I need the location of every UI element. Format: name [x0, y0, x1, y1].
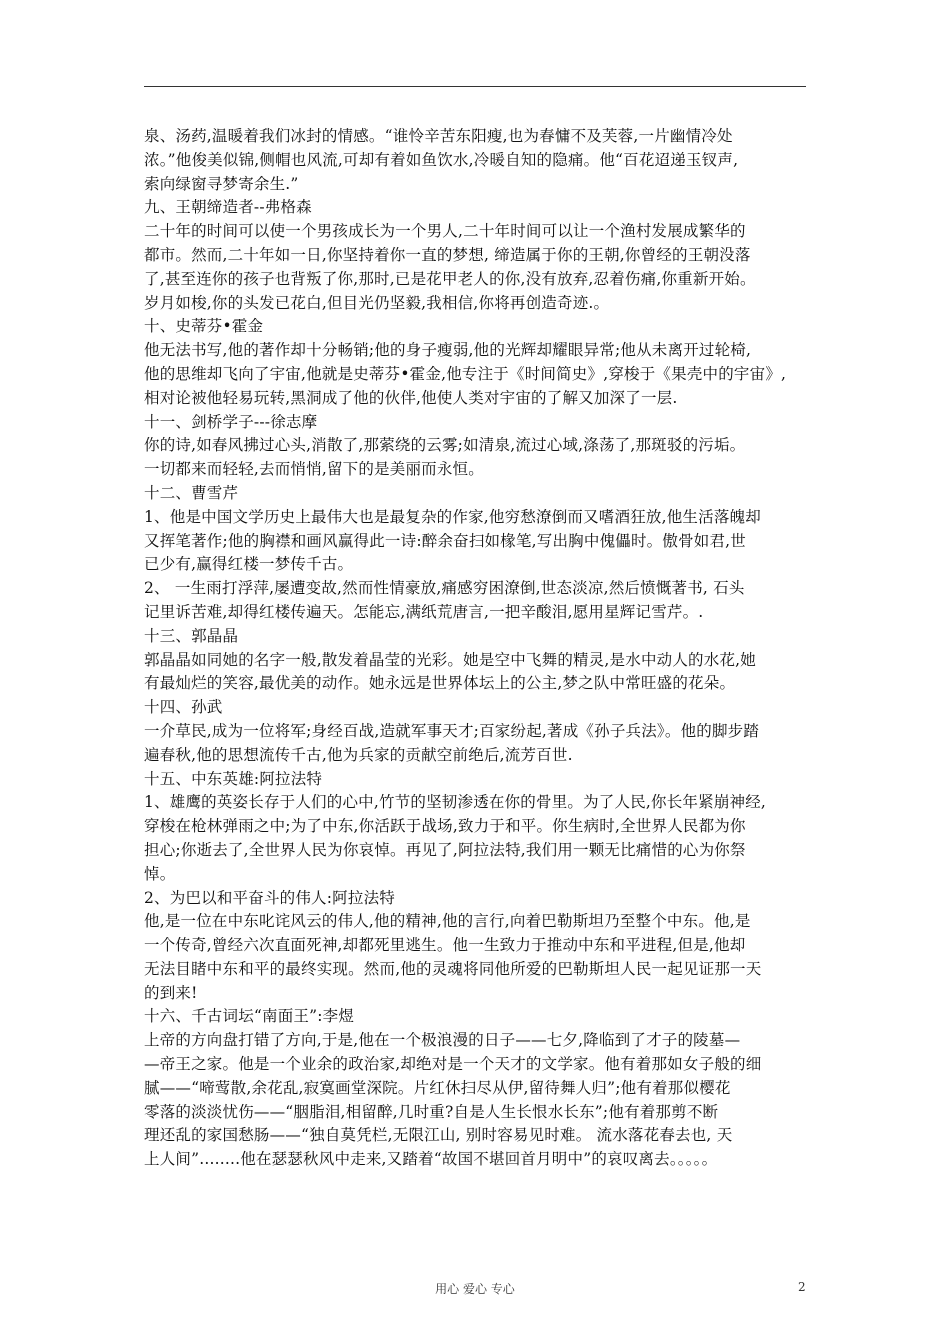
text-line: 已少有,赢得红楼一梦传千古。	[144, 555, 354, 574]
footer-motto: 用心 爱心 专心	[435, 1282, 515, 1296]
text-line: 一个传奇,曾经六次直面死神,却都死里逃生。他一生致力于推动中东和平进程,但是,他却	[144, 936, 746, 955]
text-line: 他无法书写,他的著作却十分畅销;他的身子瘦弱,他的光辉却耀眼异常;他从未离开过轮椅,	[144, 341, 752, 360]
text-line: 十五、中东英雄:阿拉法特	[144, 769, 323, 788]
text-line: 郭晶晶如同她的名字一般,散发着晶莹的光彩。她是空中飞舞的精灵,是水中动人的水花,她	[144, 650, 756, 669]
text-line: 又挥笔著作;他的胸襟和画风赢得此一诗:醉余奋扫如椽笔,写出胸中傀儡时。傲骨如君,世	[144, 531, 747, 550]
text-line: 担心;你逝去了,全世界人民为你哀悼。再见了,阿拉法特,我们用一颗无比痛惜的心为你祭	[144, 840, 746, 859]
text-line: 1、雄鹰的英姿长存于人们的心中,竹节的坚韧渗透在你的骨里。为了人民,你长年紧崩神经,	[144, 793, 767, 812]
text-line: 九、王朝缔造者--弗格森	[144, 198, 312, 217]
document-body	[144, 125, 809, 1172]
text-line: 2、为巴以和平奋斗的伟人:阿拉法特	[144, 888, 395, 907]
text-line: 上人间”........他在瑟瑟秋风中走来,又踏着“故国不堪回首月明中”的哀叹离去。。。。。	[144, 1150, 718, 1169]
text-line: 的到来!	[144, 983, 198, 1002]
text-line: 穿梭在枪林弹雨之中;为了中东,你活跃于战场,致力于和平。你生病时,全世界人民都为你	[144, 817, 746, 836]
text-line: 浓。”他俊美似锦,侧帽也风流,可却有着如鱼饮水,冷暖自知的隐痛。他“百花迢递玉钗声,	[144, 150, 739, 169]
text-line: 泉、汤药,温暖着我们冰封的情感。“谁怜辛苦东阳瘦,也为春慵不及芙蓉,一片幽情冷处	[144, 127, 733, 145]
text-line: 十三、郭晶晶	[144, 626, 239, 645]
text-line: 了,甚至连你的孩子也背叛了你,那时,已是花甲老人的你,没有放弃,忍着伤痛,你重新开始。	[144, 269, 756, 288]
text-line: 十二、曹雪芹	[144, 483, 239, 502]
text-line: 二十年的时间可以使一个男孩成长为一个男人,二十年时间可以让一个渔村发展成繁华的	[144, 222, 746, 241]
text-line: 2、 一生雨打浮萍,屡遭变故,然而性情豪放,痛感穷困潦倒,世态淡凉,然后愤慨著书, 石头	[144, 579, 745, 598]
page-number: 2	[798, 1280, 806, 1294]
text-line: 上帝的方向盘打错了方向,于是,他在一个极浪漫的日子——七夕,降临到了才子的陵墓—	[144, 1031, 741, 1050]
text-line: 零落的淡淡忧伤——“胭脂泪,相留醉,几时重?自是人生长恨水长东”;他有着那剪不断	[144, 1102, 719, 1121]
text-line: 索向绿窗寻梦寄余生.”	[144, 174, 299, 193]
text-line: 有最灿烂的笑容,最优美的动作。她永远是世界体坛上的公主,梦之队中常旺盛的花朵。	[144, 674, 736, 693]
text-line: 理还乱的家国愁肠——“独自莫凭栏,无限江山, 别时容易见时难。 流水落花春去也, 天	[144, 1126, 733, 1145]
page-footer	[0, 1280, 950, 1300]
text-line: 记里诉苦难,却得红楼传遍天。怎能忘,满纸荒唐言,一把辛酸泪,愿用星辉记雪芹。.	[144, 602, 704, 621]
text-line: 岁月如梭,你的头发已花白,但目光仍坚毅,我相信,你将再创造奇迹.。	[144, 293, 610, 312]
text-line: 遍春秋,他的思想流传千古,他为兵家的贡献空前绝后,流芳百世.	[144, 745, 573, 764]
text-line: 都市。然而,二十年如一日,你坚持着你一直的梦想, 缔造属于你的王朝,你曾经的王朝没落	[144, 245, 751, 264]
header-rule	[144, 86, 806, 87]
text-line: 十四、孙武	[144, 698, 223, 717]
text-line: 无法目睹中东和平的最终实现。然而,他的灵魂将同他所爱的巴勒斯坦人民一起见证那一天	[144, 959, 762, 978]
text-line: 十六、千古词坛“南面王”:李煜	[144, 1007, 355, 1026]
text-line: 他,是一位在中东叱诧风云的伟人,他的精神,他的言行,向着巴勒斯坦乃至整个中东。他,是	[144, 912, 751, 931]
text-line: 十一、剑桥学子---徐志摩	[144, 412, 318, 431]
text-line: 你的诗,如春风拂过心头,消散了,那萦绕的云雾;如清泉,流过心域,涤荡了,那斑驳的污垢。	[144, 436, 746, 455]
text-line: 腻——“啼莺散,余花乱,寂寞画堂深院。片红休扫尽从伊,留待舞人归”;他有着那似樱花	[144, 1078, 731, 1097]
text-line: —帝王之家。他是一个业余的政治家,却绝对是一个天才的文学家。他有着那如女子般的细	[144, 1055, 762, 1074]
text-line: 一介草民,成为一位将军;身经百战,造就军事天才;百家纷起,著成《孙子兵法》。他的脚步踏	[144, 721, 760, 740]
text-line: 一切都来而轻轻,去而悄悄,留下的是美丽而永恒。	[144, 460, 484, 479]
text-line: 1、他是中国文学历史上最伟大也是最复杂的作家,他穷愁潦倒而又嗜酒狂放,他生活落魄却	[144, 507, 761, 526]
text-line: 十、史蒂芬•霍金	[144, 317, 264, 336]
text-line: 他的思维却飞向了宇宙,他就是史蒂芬•霍金,他专注于《时间简史》,穿梭于《果壳中的宇宙》,	[144, 364, 787, 383]
text-line: 相对论被他轻易玩转,黑洞成了他的伙伴,他使人类对宇宙的了解又加深了一层.	[144, 388, 678, 407]
text-line: 悼。	[144, 864, 176, 883]
